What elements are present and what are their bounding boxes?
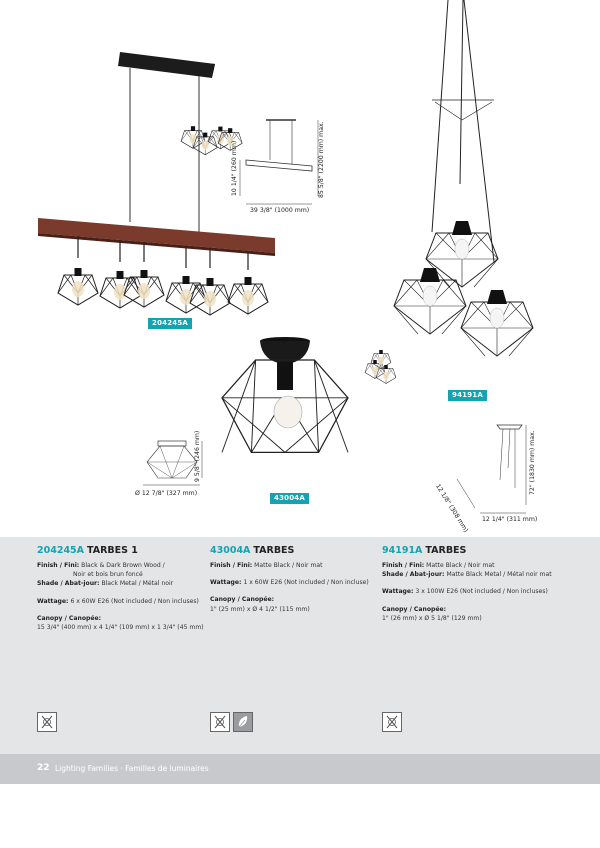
- canopy-value: 1" (25 mm) x Ø 4 1/2" (115 mm): [210, 605, 310, 613]
- shade-line: Shade / Abat-jour: Matte Black Metal / Métal noir mat: [382, 571, 552, 579]
- wattage-line: Wattage: 3 x 100W E26 (Not included / Non incluses): [382, 588, 548, 596]
- product-info-94191a: [382, 545, 562, 623]
- finish-line: Finish / Fini: Matte Black / Noir mat: [210, 562, 323, 569]
- dimension-drawing-94191a: [365, 350, 526, 513]
- finish-line: Finish / Fini: Black & Dark Brown Wood /: [37, 562, 165, 569]
- finish-line-fr: Noir et bois brun foncé: [73, 571, 143, 579]
- product-name: TARBES: [425, 545, 467, 556]
- product-title: [37, 545, 217, 557]
- dim-94191a-depth: 12 1/8" (308 mm): [434, 483, 470, 534]
- fixture-94191a: [394, 0, 533, 356]
- wattage-line: Wattage: 6 x 60W E26 (Not included / Non incluses): [37, 597, 199, 605]
- shade-line: Shade / Abat-jour: Black Metal / Métal noir: [37, 580, 174, 588]
- product-code: 43004A: [210, 545, 251, 556]
- canopy-label: Canopy / Canopée:: [210, 596, 275, 604]
- footer-title: Lighting Families · Familles de luminaires: [55, 764, 209, 773]
- dim-204245a-width: 39 3/8" (1000 mm): [250, 207, 310, 214]
- canopy-value: 1" (26 mm) x Ø 5 1/8" (129 mm): [382, 614, 482, 622]
- product-code: 204245A: [37, 545, 85, 556]
- dim-43004a-diameter: Ø 12 7/8" (327 mm): [135, 490, 198, 497]
- dim-94191a-width: 12 1/4" (311 mm): [482, 516, 538, 523]
- canopy-value: 15 3/4" (400 mm) x 4 1/4" (109 mm) x 1 3/4" (45 mm): [37, 624, 204, 632]
- dimension-drawing-204245a: [181, 120, 318, 204]
- not-for-sloped-ceiling-icon: [210, 712, 230, 732]
- page-number: 22: [37, 763, 50, 773]
- finish-line: Finish / Fini: Matte Black / Noir mat: [382, 562, 495, 569]
- dim-204245a-max: 85 5/8" (2200 mm) max.: [318, 121, 325, 198]
- wattage-line: Wattage: 1 x 60W E26 (Not included / Non incluse): [210, 579, 369, 587]
- product-name: TARBES: [253, 545, 295, 556]
- product-tag-43004a: 43004A: [270, 493, 309, 504]
- not-for-sloped-ceiling-icon: [37, 712, 57, 732]
- product-title: [210, 545, 390, 557]
- dim-204245a-height: 10 1/4" (260 mm): [231, 140, 238, 196]
- product-tag-204245a: 204245A: [148, 318, 192, 329]
- page-footer: [0, 754, 600, 784]
- product-name: TARBES 1: [87, 545, 138, 556]
- product-info-204245a: [37, 545, 217, 632]
- fixture-43004a: [222, 337, 348, 452]
- fixture-204245a: [38, 52, 275, 315]
- product-code: 94191A: [382, 545, 423, 556]
- product-info-43004a: [210, 545, 390, 614]
- canopy-label: Canopy / Canopée:: [37, 614, 102, 622]
- not-for-sloped-ceiling-icon: [382, 712, 402, 732]
- leaf-bulb-icon: [233, 712, 253, 732]
- product-tag-94191a: 94191A: [448, 390, 487, 401]
- product-title: [382, 545, 562, 557]
- canopy-label: Canopy / Canopée:: [382, 605, 447, 613]
- dim-43004a-height: 9 5/8" (246 mm): [194, 430, 201, 482]
- dim-94191a-max: 72" (1830 mm) max.: [529, 430, 536, 495]
